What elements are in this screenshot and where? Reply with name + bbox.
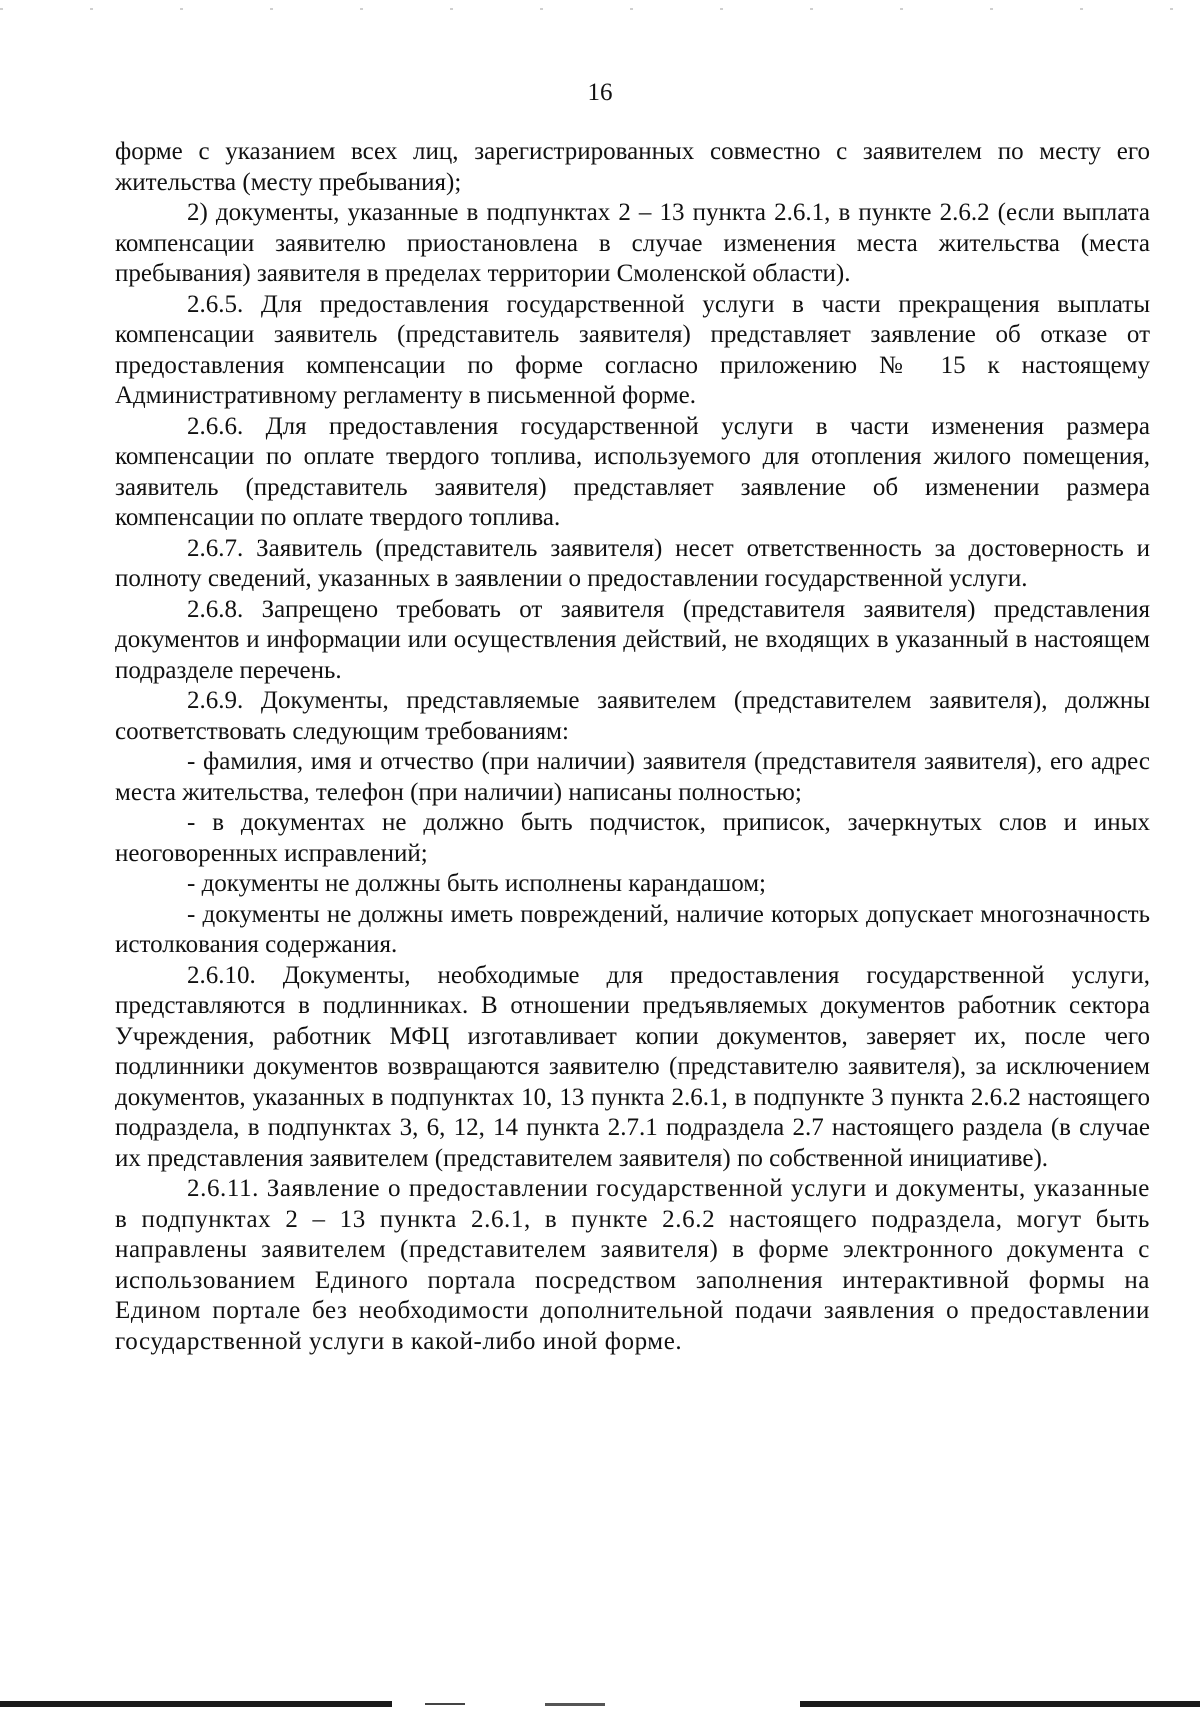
scan-bar xyxy=(425,1703,465,1705)
paragraph: 2.6.11. Заявление о предоставлении государственной услуги и документы, указанные в подпунктах 2 – 13 пункта 2.6.1, в пункте 2.6.2 настоящего подраздела, могут быть направлены заявителем (представителем заявителя) в форме электронного документа с использованием Единого портала посредством заполнения интерактивной формы на Едином портале без необходимости дополнительной подачи заявления о предоставлении государственной услуги в какой-либо иной форме. xyxy=(115,1175,1150,1355)
paragraph: 2.6.5. Для предоставления государственной услуги в части прекращения выплаты компенсации заявитель (представитель заявителя) представляет заявление об отказе от предоставления компенсации по форме согласно приложению № 15 к настоящему Административному регламенту в письменной форме. xyxy=(115,290,1150,409)
list-item: - документы не должны быть исполнены карандашом; xyxy=(187,870,767,897)
scan-edge-top xyxy=(0,8,1200,10)
scan-bar xyxy=(800,1701,1200,1707)
paragraph: 2) документы, указанные в подпунктах 2 – 13 пункта 2.6.1, в пункте 2.6.2 (если выплата компенсации заявителю приостановлена в случае изменения места жительства (места пребывания) заявителя в пределах территории Смоленской области). xyxy=(115,199,1150,287)
scan-bar xyxy=(545,1703,605,1706)
paragraph: форме с указанием всех лиц, зарегистрированных совместно с заявителем по месту его жительства (месту пребывания); xyxy=(115,138,1150,196)
paragraph: 2.6.6. Для предоставления государственной услуги в части изменения размера компенсации по оплате твердого топлива, используемого для отопления жилого помещения, заявитель (представитель заявителя) представляет заявление об изменении размера компенсации по оплате твердого топлива. xyxy=(115,412,1150,531)
list-item: - в документах не должно быть подчисток, приписок, зачеркнутых слов и иных неоговоренных исправлений; xyxy=(115,809,1150,867)
document-body xyxy=(115,137,1150,1357)
list-item: - фамилия, имя и отчество (при наличии) заявителя (представителя заявителя), его адрес места жительства, телефон (при наличии) написаны полностью; xyxy=(115,748,1150,806)
scan-edge-bottom xyxy=(0,1697,1200,1709)
paragraph: 2.6.8. Запрещено требовать от заявителя (представителя заявителя) представления документов и информации или осуществления действий, не входящих в указанный в настоящем подразделе перечень. xyxy=(115,595,1150,684)
page-number: 16 xyxy=(587,79,613,106)
list-item: - документы не должны иметь повреждений, наличие которых допускает многозначность истолкования содержания. xyxy=(115,900,1150,958)
paragraph: 2.6.7. Заявитель (представитель заявителя) несет ответственность за достоверность и полноту сведений, указанных в заявлении о предоставлении государственной услуги. xyxy=(115,534,1150,592)
scan-bar xyxy=(0,1701,392,1707)
paragraph: 2.6.9. Документы, представляемые заявителем (представителем заявителя), должны соответствовать следующим требованиям: xyxy=(115,687,1150,745)
paragraph: 2.6.10. Документы, необходимые для предоставления государственной услуги, представляются в подлинниках. В отношении предъявляемых документов работник сектора Учреждения, работник МФЦ изготавливает копии документов, заверяет их, после чего подлинники документов возвращаются заявителю (представителю заявителя), за исключением документов, указанных в подпунктах 10, 13 пункта 2.6.1, в подпункте 3 пункта 2.6.2 настоящего подраздела, в подпунктах 3, 6, 12, 14 пункта 2.7.1 подраздела 2.7 настоящего раздела (в случае их представления заявителем (представителем заявителя) по собственной инициативе). xyxy=(115,961,1150,1172)
